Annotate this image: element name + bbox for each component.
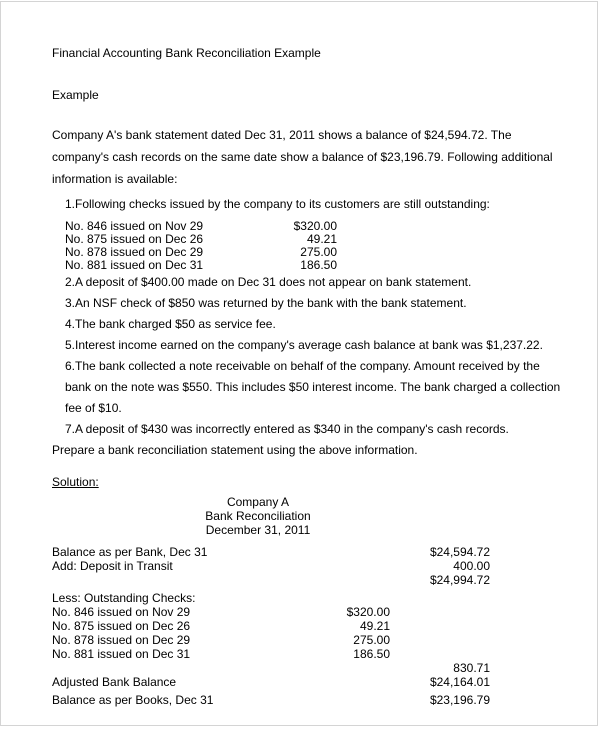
- intro-paragraph: Company A's bank statement dated Dec 31, 2011 shows a balance of $24,594.72. The company's cash records on the same date show a balance of $23,196.79. Following additional information is available:: [52, 128, 553, 186]
- statement-row: [52, 633, 492, 647]
- row-right-amount: 400.00: [453, 559, 490, 573]
- check-row: [65, 259, 561, 272]
- list-item-4: 4.The bank charged $50 as service fee.: [65, 317, 276, 331]
- reconciliation-statement: [52, 545, 492, 707]
- row-mid-amount: 49.21: [359, 619, 390, 633]
- statement-row: [52, 647, 492, 661]
- list-item-7: 7.A deposit of $430 was incorrectly entered as $340 in the company's cash records.: [65, 422, 509, 436]
- row-right-amount: $24,164.01: [429, 675, 490, 689]
- row-label: Balance as per Bank, Dec 31: [52, 545, 208, 559]
- check-label: No. 846 issued on Nov 29: [65, 219, 204, 233]
- statement-row: [52, 545, 492, 559]
- statement-row: [52, 573, 492, 587]
- statement-date: December 31, 2011: [205, 523, 311, 537]
- outstanding-checks-list: [65, 220, 561, 272]
- list-item-3: 3.An NSF check of $850 was returned by the bank with the bank statement.: [65, 296, 467, 310]
- check-amount: $320.00: [293, 220, 337, 233]
- statement-row: [52, 693, 492, 707]
- statement-row: [52, 605, 492, 619]
- check-amount: 275.00: [300, 246, 337, 259]
- row-right-amount: 830.71: [453, 661, 490, 675]
- check-amount: 186.50: [300, 259, 337, 272]
- row-right-amount: $23,196.79: [429, 693, 490, 707]
- list-item-5: 5.Interest income earned on the company's average cash balance at bank was $1,237.22.: [65, 338, 543, 352]
- row-label: Adjusted Bank Balance: [52, 675, 177, 689]
- row-label: No. 878 issued on Dec 29: [52, 633, 191, 647]
- check-label: No. 881 issued on Dec 31: [65, 258, 204, 272]
- row-right-amount: $24,594.72: [429, 545, 490, 559]
- prepare-instruction: Prepare a bank reconciliation statement using the above information.: [52, 443, 418, 457]
- row-label: No. 881 issued on Dec 31: [52, 647, 191, 661]
- statement-title: Bank Reconciliation: [205, 509, 311, 523]
- row-label: No. 846 issued on Nov 29: [52, 605, 191, 619]
- statement-row: [52, 675, 492, 689]
- row-label: Less: Outstanding Checks:: [52, 591, 196, 605]
- document-title: Financial Accounting Bank Reconciliation Example: [52, 46, 321, 60]
- row-mid-amount: $320.00: [346, 605, 390, 619]
- row-label: No. 875 issued on Dec 26: [52, 619, 191, 633]
- check-amount: 49.21: [306, 233, 337, 246]
- list-item-1: 1.Following checks issued by the company to its customers are still outstanding:: [65, 197, 490, 211]
- statement-row: [52, 591, 492, 605]
- statement-company: Company A: [226, 495, 290, 509]
- row-label: Balance as per Books, Dec 31: [52, 693, 214, 707]
- check-label: No. 875 issued on Dec 26: [65, 232, 204, 246]
- row-right-amount: $24,994.72: [429, 573, 490, 587]
- row-mid-amount: 275.00: [353, 633, 390, 647]
- check-label: No. 878 issued on Dec 29: [65, 245, 204, 259]
- statement-header: [52, 495, 464, 537]
- statement-row: [52, 559, 492, 573]
- row-label: Add: Deposit in Transit: [52, 559, 173, 573]
- row-mid-amount: 186.50: [353, 647, 390, 661]
- list-item-6: 6.The bank collected a note receivable on behalf of the company. Amount received by the bank on the note was $550. This includes $50 interest income. The bank charged a collection fee of $10.: [65, 359, 561, 415]
- numbered-list: [65, 194, 561, 440]
- statement-row: [52, 619, 492, 633]
- example-heading: Example: [52, 88, 99, 102]
- solution-heading: Solution:: [52, 475, 99, 489]
- list-item-2: 2.A deposit of $400.00 made on Dec 31 does not appear on bank statement.: [65, 275, 472, 289]
- statement-row: [52, 661, 492, 675]
